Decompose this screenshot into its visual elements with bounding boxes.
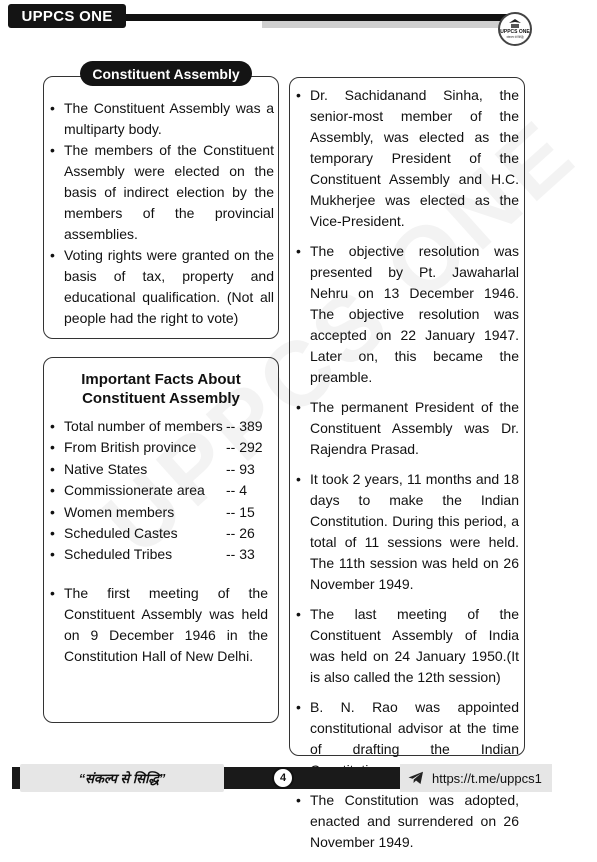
fact-value: -- 15: [226, 503, 255, 520]
fact-label: Commissionerate area: [64, 482, 205, 499]
facts-title: Important Facts About Constituent Assembly: [81, 371, 241, 407]
section-title: Constituent Assembly: [80, 61, 252, 86]
fact-label: Native States: [64, 460, 148, 477]
list-item: • Dr. Sachidanand Sinha, the senior-most member of the Assembly, was elected as the temporary President of the Constituent Assembly and H.C. Mukherjee was elected as the Vice-President.: [290, 85, 519, 232]
brand-tab: UPPCS ONE: [8, 4, 126, 28]
fact-row: [44, 502, 278, 523]
fact-value: -- 292: [226, 439, 263, 456]
fact-label: Scheduled Tribes: [64, 546, 173, 563]
header-rule: [126, 14, 508, 21]
page-number: 4: [272, 767, 294, 789]
facts-list: [44, 416, 278, 566]
list-item: • The first meeting of the Constituent Assembly was held on 9 December 1946 in the Constitution Hall of New Delhi.: [44, 583, 268, 667]
fact-value: -- 33: [226, 546, 255, 563]
fact-row: [44, 523, 278, 544]
fact-label: Total number of members: [64, 418, 223, 434]
list-item: • B. N. Rao was appointed constitutional advisor at the time of drafting the Indian: [290, 697, 519, 781]
list-item: • Voting rights were granted on the basis of tax, property and educational qualification. (Not all people had the right to vote): [44, 245, 274, 329]
assembly-details-list: [290, 85, 524, 862]
logo-text: UPPCS ONE: [500, 29, 530, 35]
brand-logo: [498, 12, 532, 46]
fact-value: -- 4: [226, 482, 247, 499]
page-header: [0, 0, 566, 34]
assembly-intro-list: [44, 98, 278, 329]
fact-value: -- 26: [226, 524, 255, 541]
fact-row: [44, 459, 278, 480]
list-item: • The last meeting of the Constituent Assembly of India was held on 24 January 1950.(It is also called the 12th session): [290, 604, 519, 688]
fact-value: -- 389: [226, 418, 263, 434]
fact-row: [44, 437, 278, 458]
telegram-link[interactable]: [400, 764, 552, 792]
list-item: • The Constituent Assembly was a multiparty body.: [44, 98, 274, 140]
fact-row: [44, 544, 278, 565]
fact-label: From British province: [64, 439, 197, 456]
logo-subtext: संकल्प से सिद्धि: [506, 35, 524, 39]
first-meeting-list: [44, 583, 278, 667]
list-item: • The members of the Constituent Assembly were elected on the basis of indirect election by the members of the provincial assemblies.: [44, 140, 274, 245]
fact-row: [44, 480, 278, 501]
list-item: • The Constitution was adopted, enacted and surrendered on 26 November 1949.: [290, 790, 519, 853]
telegram-link-text[interactable]: https://t.me/uppcs1: [432, 770, 542, 786]
footer-quote: “संकल्प से सिद्धि”: [20, 764, 224, 792]
list-item: • The objective resolution was presented by Pt. Jawaharlal Nehru on 13 December 1946. The objective resolution was accepted on 22 January 1947. Later on, this became the preamble.: [290, 241, 519, 388]
list-item: • The permanent President of the Constituent Assembly was Dr. Rajendra Prasad.: [290, 397, 519, 460]
fact-value: -- 93: [226, 460, 255, 477]
fact-row: [44, 416, 278, 437]
fact-label: Scheduled Castes: [64, 524, 178, 541]
logo-emblem-icon: [509, 19, 521, 29]
list-item: • It took 2 years, 11 months and 18 days to make the Indian Constitution. During this period, a total of 11 sessions were held. The 11th session was held on 26 November 1949.: [290, 469, 519, 595]
telegram-icon: [408, 771, 424, 785]
fact-label: Women members: [64, 503, 175, 520]
header-rule-shadow: [262, 21, 508, 28]
